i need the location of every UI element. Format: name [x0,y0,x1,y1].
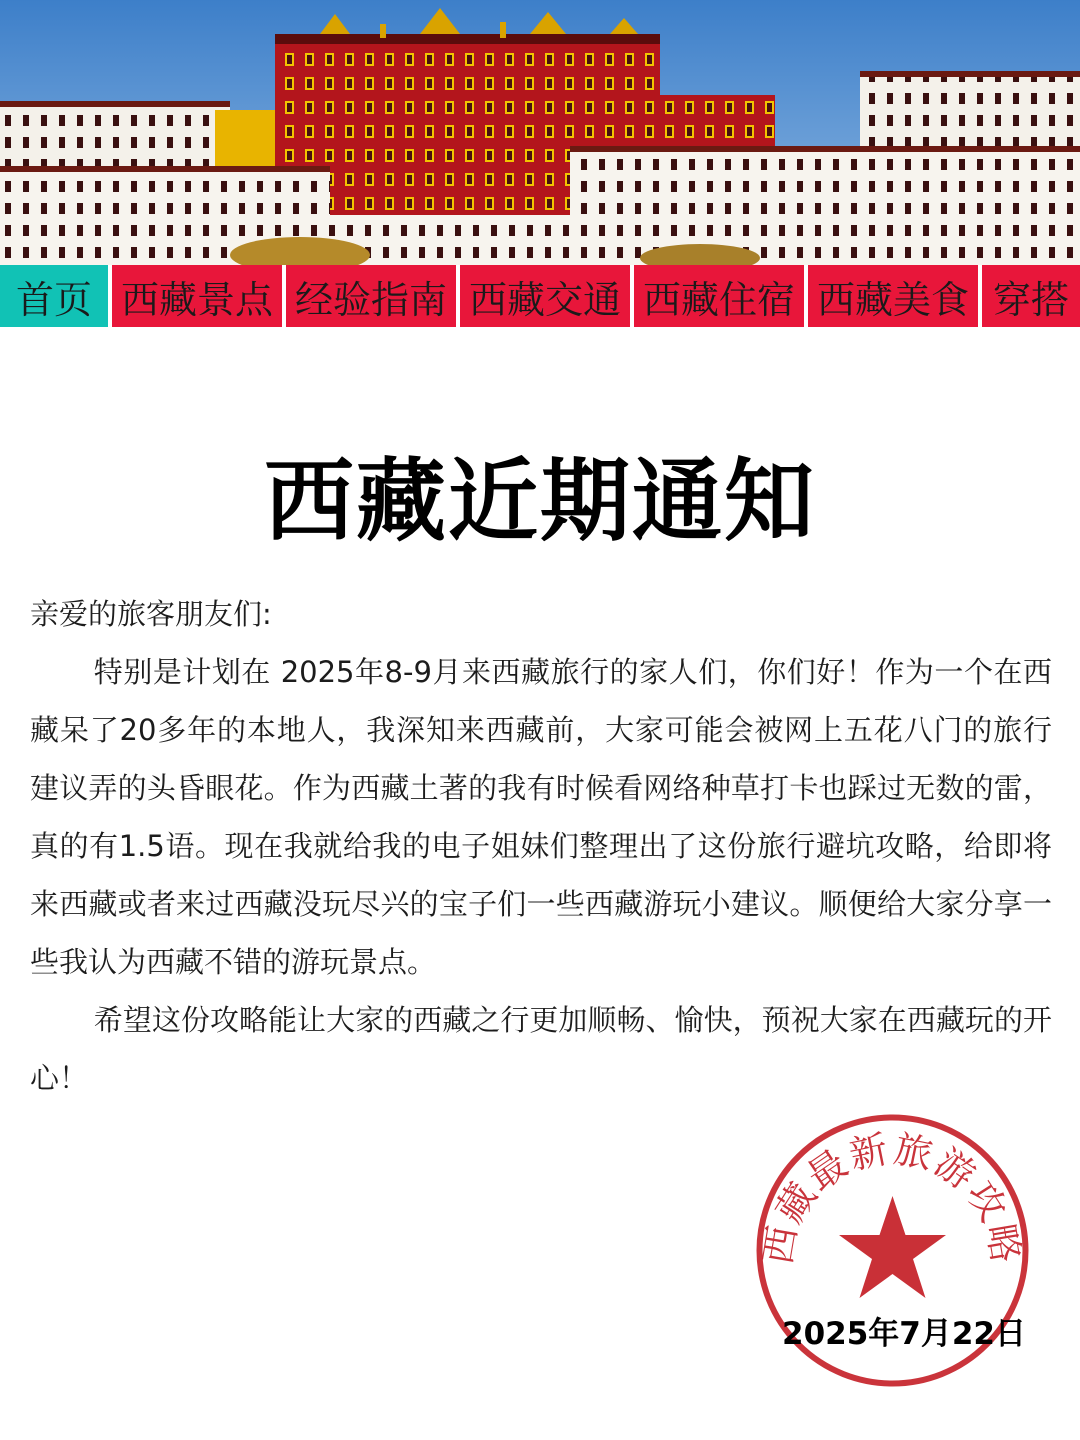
tab-home[interactable]: 首页 [0,265,108,327]
tab-attractions[interactable]: 西藏景点 [108,265,282,327]
stamp-text: 西藏最新旅游攻略 [755,1126,1029,1268]
notice-body [30,585,1052,1107]
greeting-text: 亲爱的旅客朋友们: [30,597,272,631]
notice-paragraph-1: 特别是计划在 2025年8-9月来西藏旅行的家人们，你们好！作为一个在西藏呆了20多年的本地人，我深知来西藏前，大家可能会被网上五花八门的旅行建议弄的头昏眼花。作为西藏土著的我有时候看网络种草打卡也踩过无数的雷，真的有1.5语。现在我就给我的电子姐妹们整理出了这份旅行避坑攻略，给即将来西藏或者来过西藏没玩尽兴的宝子们一些西藏游玩小建议。顺便给大家分享一些我认为西藏不错的游玩景点。 [30,655,1052,979]
tab-outfits[interactable]: 穿搭 [978,265,1080,327]
star-icon [839,1196,946,1298]
potala-palace-illustration [0,0,1080,265]
tab-transport[interactable]: 西藏交通 [456,265,630,327]
page-title: 西藏近期通知 [264,449,816,554]
header-banner-image [0,0,1080,265]
category-nav [0,265,1080,327]
tab-guide[interactable]: 经验指南 [282,265,456,327]
tab-accommodation[interactable]: 西藏住宿 [630,265,804,327]
notice-date: 2025年7月22日 [782,1316,1026,1352]
tab-food[interactable]: 西藏美食 [804,265,978,327]
notice-paragraph-2: 希望这份攻略能让大家的西藏之行更加顺畅、愉快，预祝大家在西藏玩的开心！ [30,1003,1052,1095]
